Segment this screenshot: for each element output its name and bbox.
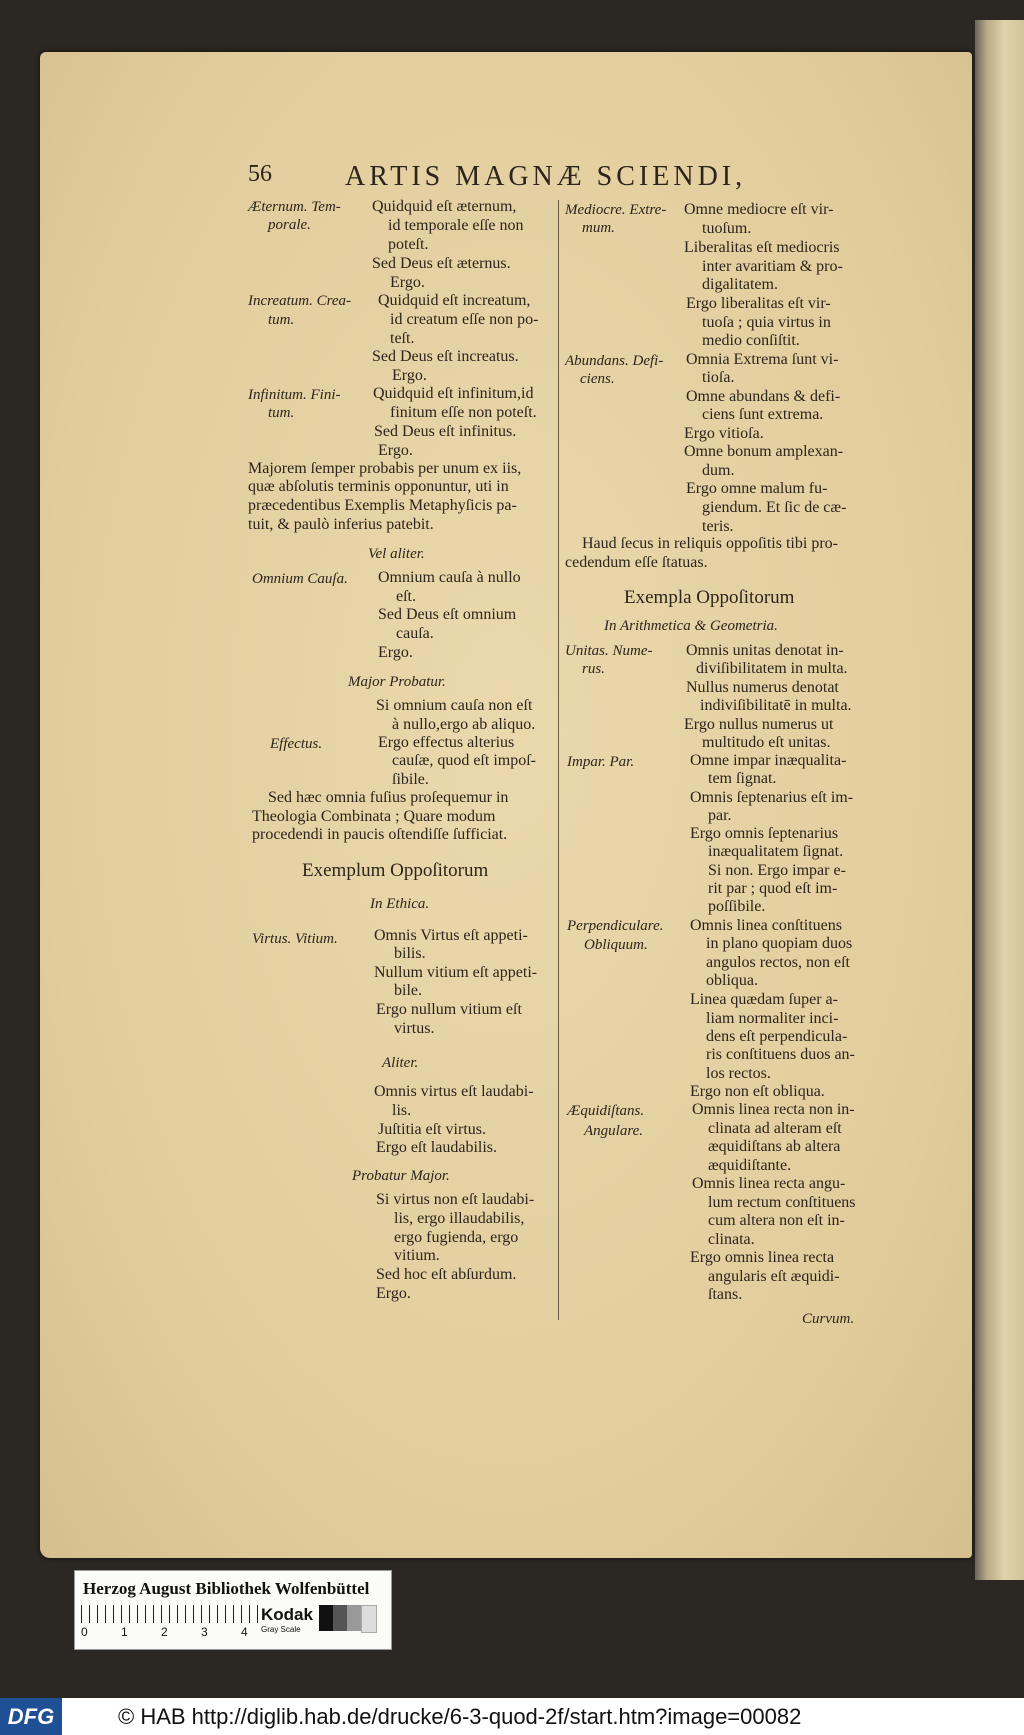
left-column-line: Ergo. xyxy=(390,274,425,291)
left-column-line: Sed Deus eſt omnium xyxy=(378,606,517,623)
right-column-line: Omne bonum amplexan- xyxy=(684,443,844,460)
column-rule xyxy=(558,200,559,1320)
left-column-line: procedendi in paucis oſtendiſſe ſufficiat. xyxy=(252,826,508,843)
right-column-line: teris. xyxy=(702,518,734,535)
left-column-line: Sed Deus eſt increatus. xyxy=(372,348,519,365)
left-column-line: Effectus. xyxy=(270,736,323,752)
left-column-line: Sed Deus eſt infinitus. xyxy=(374,423,517,440)
right-column-line: angulos rectos, non eſt xyxy=(706,954,850,971)
left-column-line: Sed Deus eſt æternus. xyxy=(372,255,511,272)
right-column-line: Ergo omne malum fu- xyxy=(686,480,828,497)
ruler-tick-label: 3 xyxy=(201,1625,208,1639)
left-column-line: Ergo effectus alterius xyxy=(378,734,515,751)
right-column-line: tem ſignat. xyxy=(708,770,777,787)
left-column-line: à nullo,ergo ab aliquo. xyxy=(392,716,536,733)
right-column-line: Omne mediocre eſt vir- xyxy=(684,201,834,218)
dfg-logo: DFG xyxy=(0,1698,62,1735)
left-column-line: Æternum. Tem- xyxy=(248,199,341,215)
ruler-tick-label: 2 xyxy=(161,1625,168,1639)
library-name: Herzog August Bibliothek Wolfenbüttel xyxy=(83,1579,370,1598)
right-column-line: Impar. Par. xyxy=(567,754,635,770)
right-column-line: lum rectum conſtituens xyxy=(708,1194,856,1211)
right-column-line: æquidiſtans ab altera xyxy=(708,1138,841,1155)
left-column-line: Ergo. xyxy=(376,1285,411,1302)
right-column-line: æquidiſtante. xyxy=(708,1157,792,1174)
right-column-line: inæqualitatem ſignat. xyxy=(708,843,844,860)
left-column-line: lis. xyxy=(392,1102,412,1119)
left-column-line: Virtus. Vitium. xyxy=(252,931,338,947)
left-column-line: Ergo. xyxy=(378,644,413,661)
left-column-line: virtus. xyxy=(394,1020,435,1037)
right-column-line: obliqua. xyxy=(706,972,758,989)
right-column-line: Omnia Extrema ſunt vi- xyxy=(686,351,839,368)
right-column-line: tioſa. xyxy=(702,369,735,386)
right-column-line: multitudo eſt unitas. xyxy=(702,734,831,751)
right-column-line: Haud ſecus in reliquis oppoſitis tibi pro- xyxy=(582,535,838,552)
right-column-line: tuoſum. xyxy=(702,220,752,237)
right-column-line: Unitas. Nume- xyxy=(565,643,653,659)
right-column-line: Ergo non eſt obliqua. xyxy=(690,1083,825,1100)
left-column-line: Exemplum Oppoſitorum xyxy=(302,860,489,881)
right-column-line: ciens. xyxy=(580,371,615,387)
left-column-line: præcedentibus Exemplis Metaphyſicis pa- xyxy=(248,497,517,514)
left-column-line: Ergo. xyxy=(378,442,413,459)
left-column-line: Juſtitia eſt virtus. xyxy=(378,1121,486,1138)
left-column-line: Quidquid eſt infinitum,id xyxy=(373,385,534,402)
right-column-line: dens eſt perpendicula- xyxy=(706,1028,848,1045)
right-column-line: Perpendiculare. xyxy=(567,918,664,934)
right-column-line: ris conſtituens duos an- xyxy=(706,1046,855,1063)
right-column-line: mum. xyxy=(582,220,615,236)
left-column-line: Quidquid eſt increatum, xyxy=(378,292,531,309)
right-column-line: Omnis linea conſtituens xyxy=(690,917,842,934)
gray-swatch xyxy=(333,1605,347,1631)
right-column-line: Omnis linea recta non in- xyxy=(692,1101,855,1118)
ruler-scale xyxy=(81,1605,261,1639)
gray-swatch xyxy=(361,1605,377,1633)
left-column-line: Probatur Major. xyxy=(352,1168,450,1184)
right-column-line: inter avaritiam & pro- xyxy=(702,258,843,275)
right-column-line: Mediocre. Extre- xyxy=(565,202,667,218)
right-column-line: Linea quædam ſuper a- xyxy=(690,991,838,1008)
right-column-line: Ergo vitioſa. xyxy=(684,425,764,442)
right-column-line: Ergo omnis ſeptenarius xyxy=(690,825,839,842)
left-column-line: Sed hæc omnia fuſius proſequemur in xyxy=(268,789,509,806)
left-column-line: Vel aliter. xyxy=(368,546,425,562)
copyright-link[interactable]: © HAB http://diglib.hab.de/drucke/6-3-quod-2f/start.htm?image=00082 xyxy=(118,1704,802,1729)
left-column-line: Ergo. xyxy=(392,367,427,384)
right-column-line: medio conſiſtit. xyxy=(702,332,800,349)
left-column-line: Nullum vitium eſt appeti- xyxy=(374,964,538,981)
right-column-line: diviſibilitatem in multa. xyxy=(696,660,848,677)
ruler-tick-label: 4 xyxy=(241,1625,248,1639)
left-column-line: id temporale eſſe non xyxy=(388,217,524,234)
left-column-line: quæ abſolutis terminis opponuntur, uti in xyxy=(248,478,509,495)
right-column-line: Liberalitas eſt mediocris xyxy=(684,239,840,256)
right-column-line: ſtans. xyxy=(708,1286,743,1303)
left-column-line: Si virtus non eſt laudabi- xyxy=(376,1191,535,1208)
right-column-line: Omnis linea recta angu- xyxy=(692,1175,846,1192)
left-column-line: Omnium Cauſa. xyxy=(252,571,348,587)
right-column-line: Exempla Oppoſitorum xyxy=(624,587,795,608)
gray-scale-label: Gray Scale xyxy=(261,1625,301,1634)
left-column-line: In Ethica. xyxy=(370,896,430,912)
left-column-line: Aliter. xyxy=(382,1055,419,1071)
page-number: 56 xyxy=(248,161,272,187)
right-column-line: Æquidiſtans. xyxy=(567,1103,645,1119)
left-column-line: eſt. xyxy=(396,588,416,605)
left-column-line: lis, ergo illaudabilis, xyxy=(394,1210,525,1227)
right-column-line: Ergo liberalitas eſt vir- xyxy=(686,295,831,312)
right-column-line: Omne impar inæqualita- xyxy=(690,752,847,769)
right-column-line: rit par ; quod eſt im- xyxy=(708,880,838,897)
left-column-line: Majorem ſemper probabis per unum ex iis, xyxy=(248,460,522,477)
right-column-line: angularis eſt æquidi- xyxy=(708,1268,840,1285)
right-column-line: cum altera non eſt in- xyxy=(708,1212,845,1229)
right-column-line: par. xyxy=(708,807,732,824)
right-column-line: cedendum eſſe ſtatuas. xyxy=(565,554,708,571)
left-column-line: poteſt. xyxy=(388,236,429,253)
left-column-line: finitum eſſe non poteſt. xyxy=(390,404,537,421)
right-column-line: Nullus numerus denotat xyxy=(686,679,839,696)
gray-swatch xyxy=(347,1605,361,1631)
right-column-line: Omnis unitas denotat in- xyxy=(686,642,844,659)
left-column-line: tum. xyxy=(268,312,295,328)
right-column-line: digalitatem. xyxy=(702,276,778,293)
left-column-line: Infinitum. Fini- xyxy=(248,387,341,403)
ruler-tick-label: 1 xyxy=(121,1625,128,1639)
right-column-line: los rectos. xyxy=(706,1065,771,1082)
ruler-tick-label: 0 xyxy=(81,1625,88,1639)
right-column-line: Omnis ſeptenarius eſt im- xyxy=(690,789,854,806)
left-column-line: porale. xyxy=(268,217,311,233)
kodak-logo: Kodak xyxy=(261,1605,313,1624)
left-column-line: Major Probatur. xyxy=(348,674,446,690)
right-column-line: clinata ad alteram eſt xyxy=(708,1120,842,1137)
right-column-line: clinata. xyxy=(708,1231,755,1248)
right-column-line: Si non. Ergo impar e- xyxy=(708,862,846,879)
right-column-line: liam normaliter inci- xyxy=(706,1010,839,1027)
right-column-line: Abundans. Defi- xyxy=(565,353,664,369)
running-title: ARTIS MAGNÆ SCIENDI, xyxy=(345,161,747,192)
right-column-line: Omne abundans & defi- xyxy=(686,388,841,405)
right-column-line: tuoſa ; quia virtus in xyxy=(702,314,831,331)
left-column-line: Increatum. Crea- xyxy=(248,293,352,309)
right-column-line: dum. xyxy=(702,462,735,479)
left-column-line: Quidquid eſt æternum, xyxy=(372,198,517,215)
right-column-line: Curvum. xyxy=(802,1311,855,1327)
right-column-line: Angulare. xyxy=(584,1123,644,1139)
left-column-line: bilis. xyxy=(394,945,426,962)
gray-swatch xyxy=(319,1605,333,1631)
right-column-line: Ergo nullus numerus ut xyxy=(684,716,834,733)
left-column-line: Omnis Virtus eſt appeti- xyxy=(374,927,528,944)
left-column-line: Omnium cauſa à nullo xyxy=(378,569,521,586)
right-column-line: ciens ſunt extrema. xyxy=(702,406,824,423)
right-column-line: Obliquum. xyxy=(584,937,648,953)
right-column-line: poſſibile. xyxy=(708,898,766,915)
footer-bar xyxy=(0,1698,1024,1735)
left-column-line: Theologia Combinata ; Quare modum xyxy=(252,808,496,825)
left-column-line: Omnis virtus eſt laudabi- xyxy=(374,1083,534,1100)
right-column-line: In Arithmetica & Geometria. xyxy=(604,618,778,634)
left-column-line: tum. xyxy=(268,405,295,421)
left-column-line: Ergo eſt laudabilis. xyxy=(376,1139,498,1156)
left-column-line: teſt. xyxy=(390,330,415,347)
left-column-line: Sed hoc eſt abſurdum. xyxy=(376,1266,517,1283)
left-column-line: tuit, & paulò inferius patebit. xyxy=(248,516,434,533)
left-column-line: id creatum eſſe non po- xyxy=(390,311,539,328)
left-column-line: cauſa. xyxy=(396,625,434,642)
left-column-line: cauſæ, quod eſt impoſ- xyxy=(392,752,536,769)
next-page-edge xyxy=(975,20,1024,1580)
right-column-line: in plano quopiam duos xyxy=(706,935,853,952)
left-column-line: vitium. xyxy=(394,1247,440,1264)
colour-card xyxy=(74,1570,392,1650)
left-column-line: ſibile. xyxy=(392,771,429,788)
left-column-line: bile. xyxy=(394,982,422,999)
left-column-line: ergo fugienda, ergo xyxy=(394,1229,519,1246)
right-column-line: Ergo omnis linea recta xyxy=(690,1249,835,1266)
left-column-line: Si omnium cauſa non eſt xyxy=(376,697,533,714)
right-column-line: giendum. Et ſic de cæ- xyxy=(702,499,847,516)
left-column-line: Ergo nullum vitium eſt xyxy=(376,1001,522,1018)
right-column-line: rus. xyxy=(582,661,605,677)
right-column-line: indiviſibilitatē in multa. xyxy=(700,697,852,714)
